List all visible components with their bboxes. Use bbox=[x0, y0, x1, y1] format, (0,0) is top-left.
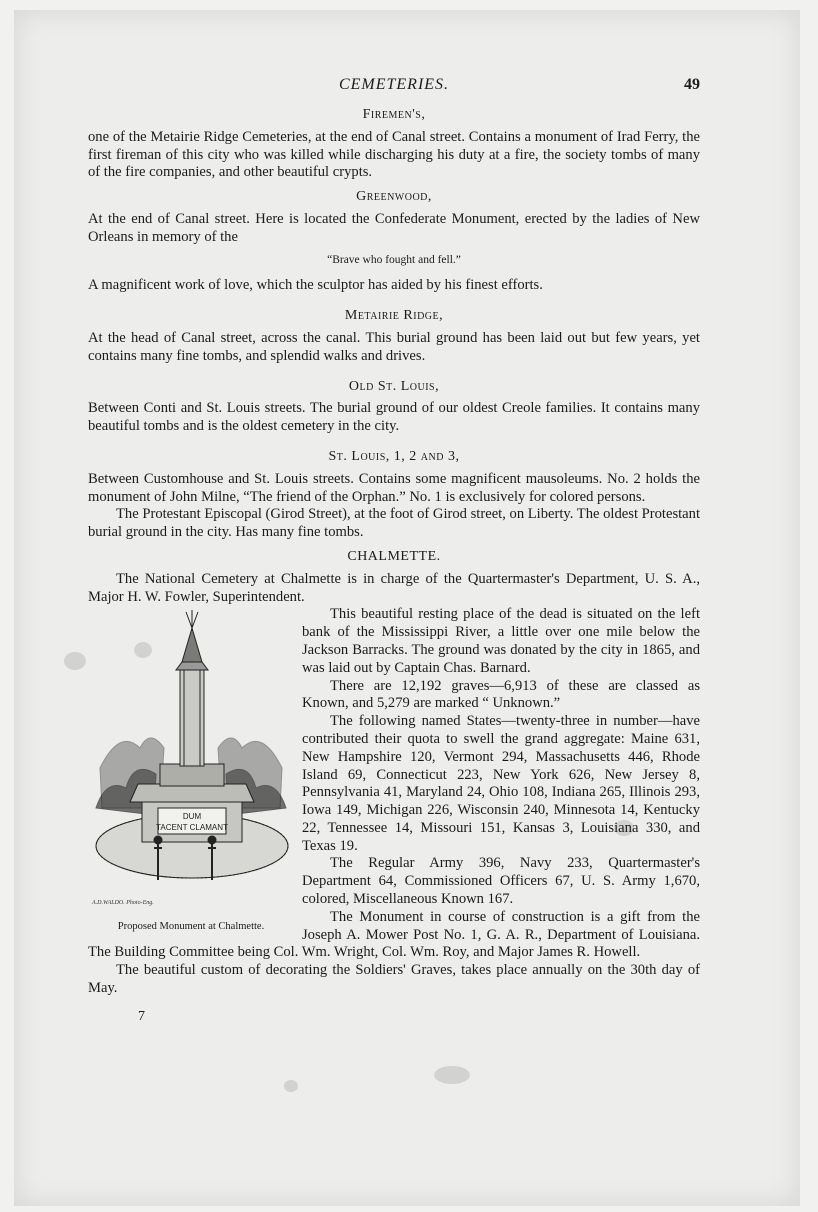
section-heading-chalmette: CHALMETTE. bbox=[347, 548, 441, 564]
paragraph-st-louis: Between Customhouse and St. Louis streets. Contains some magnificent mausoleums. No. 2 holds the monument of John Milne, “The friend of the Orphan.” No. 1 is exclusively for colored persons. bbox=[88, 470, 700, 505]
paragraph-chalmette-7: The beautiful custom of decorating the Soldiers' Graves, takes place annually on the 30th day of May. bbox=[88, 962, 700, 997]
engraver-credit: A.D.WALDO. Photo-Eng. bbox=[92, 900, 154, 907]
foxing-spot bbox=[64, 652, 86, 670]
foxing-spot bbox=[434, 1066, 470, 1084]
section-heading-st-louis: St. Louis, 1, 2 and 3, bbox=[328, 448, 460, 464]
signature-mark: 7 bbox=[138, 1008, 145, 1024]
foxing-spot bbox=[284, 1080, 298, 1092]
paragraph-chalmette-1: The National Cemetery at Chalmette is in charge of the Quartermaster's Department, U. S. A., Major H. W. Fowler, Superintendent. bbox=[88, 570, 700, 605]
paragraph-chalmette-4: The following named States—twenty-three in number—have contributed their quota to swell the grand aggregate: Maine 631, New Hampshire 120, Vermont 294, Massachusetts 446, Rhode Island 69, Connecticut 223, New York 626, New Jersey 8, Pennsylvania 41, Maryland 24, Ohio 108, Indiana 265, Illinois 293, Iowa 149, Michigan 226, Wisconsin 240, Minnesota 14, Kentucky 22, Tennessee 14, Missouri 151, Kansas 3, Louisiana 330, and Texas 19. bbox=[302, 713, 700, 854]
paragraph-old-st-louis: Between Conti and St. Louis streets. The burial ground of our oldest Creole families. It contains many beautiful tombs and is the oldest cemetery in the city. bbox=[88, 400, 700, 435]
plaque-line-2: TACENT CLAMANT bbox=[156, 823, 228, 833]
running-title: CEMETERIES. bbox=[338, 76, 450, 93]
plaque-line-1: DUM bbox=[182, 812, 202, 822]
section-heading-greenwood: Greenwood, bbox=[356, 189, 432, 205]
section-heading-old-st-louis: Old St. Louis, bbox=[348, 378, 440, 394]
page-body bbox=[88, 104, 700, 1026]
quote-brave: “Brave who fought and fell.” bbox=[327, 253, 461, 266]
paragraph-protestant: The Protestant Episcopal (Girod Street), at the foot of Girod street, on Liberty. The oldest Protestant burial ground in the city. Has many fine tombs. bbox=[88, 506, 701, 541]
section-heading-metairie: Metairie Ridge, bbox=[344, 308, 444, 324]
paragraph-metairie: At the head of Canal street, across the canal. This burial ground has been laid out but few years, yet contains many fine tombs, and splendid walks and drives. bbox=[88, 329, 700, 364]
page-header bbox=[88, 76, 700, 98]
paragraph-chalmette-3: There are 12,192 graves—6,913 of these are classed as Known, and 5,279 are marked “ Unknown.” bbox=[302, 677, 700, 712]
paragraph-firemens: one of the Metairie Ridge Cemeteries, at the end of Canal street. Contains a monument of Irad Ferry, the first fireman of this city who was killed while discharging his duty at a fire, the society tombs of many of the fire companies, and other beautiful crypts. bbox=[88, 128, 700, 181]
monument-engraving bbox=[88, 608, 294, 908]
figure-caption: Proposed Monument at Chalmette. bbox=[117, 921, 265, 933]
paragraph-greenwood-2: A magnificent work of love, which the sculptor has aided by his finest efforts. bbox=[88, 277, 543, 294]
section-heading-firemens: Firemen's, bbox=[362, 107, 426, 122]
figure-monument bbox=[88, 608, 294, 936]
paragraph-chalmette-2: This beautiful resting place of the dead is situated on the left bank of the Mississippi River, a little over one mile below the Jackson Barracks. The ground was donated by the city in 1865, and was laid out by Captain Chas. Barnard. bbox=[302, 606, 700, 676]
paragraph-chalmette-6: The Monument in course of construction is a gift from the Joseph A. Mower Post No. 1, G. A. R., Department of Louisiana. The Building Committee being Col. Wm. Wright, Col. Wm. Roy, and Major James R. Howell. bbox=[88, 908, 700, 961]
paragraph-chalmette-5: The Regular Army 396, Navy 233, Quartermaster's Department 64, Commissioned Officers 67, U. S. Army 1,670, colored, Miscellaneous Known 167. bbox=[302, 855, 700, 908]
page-number: 49 bbox=[684, 76, 700, 93]
paragraph-greenwood: At the end of Canal street. Here is located the Confederate Monument, erected by the ladies of New Orleans in memory of the bbox=[88, 210, 700, 245]
